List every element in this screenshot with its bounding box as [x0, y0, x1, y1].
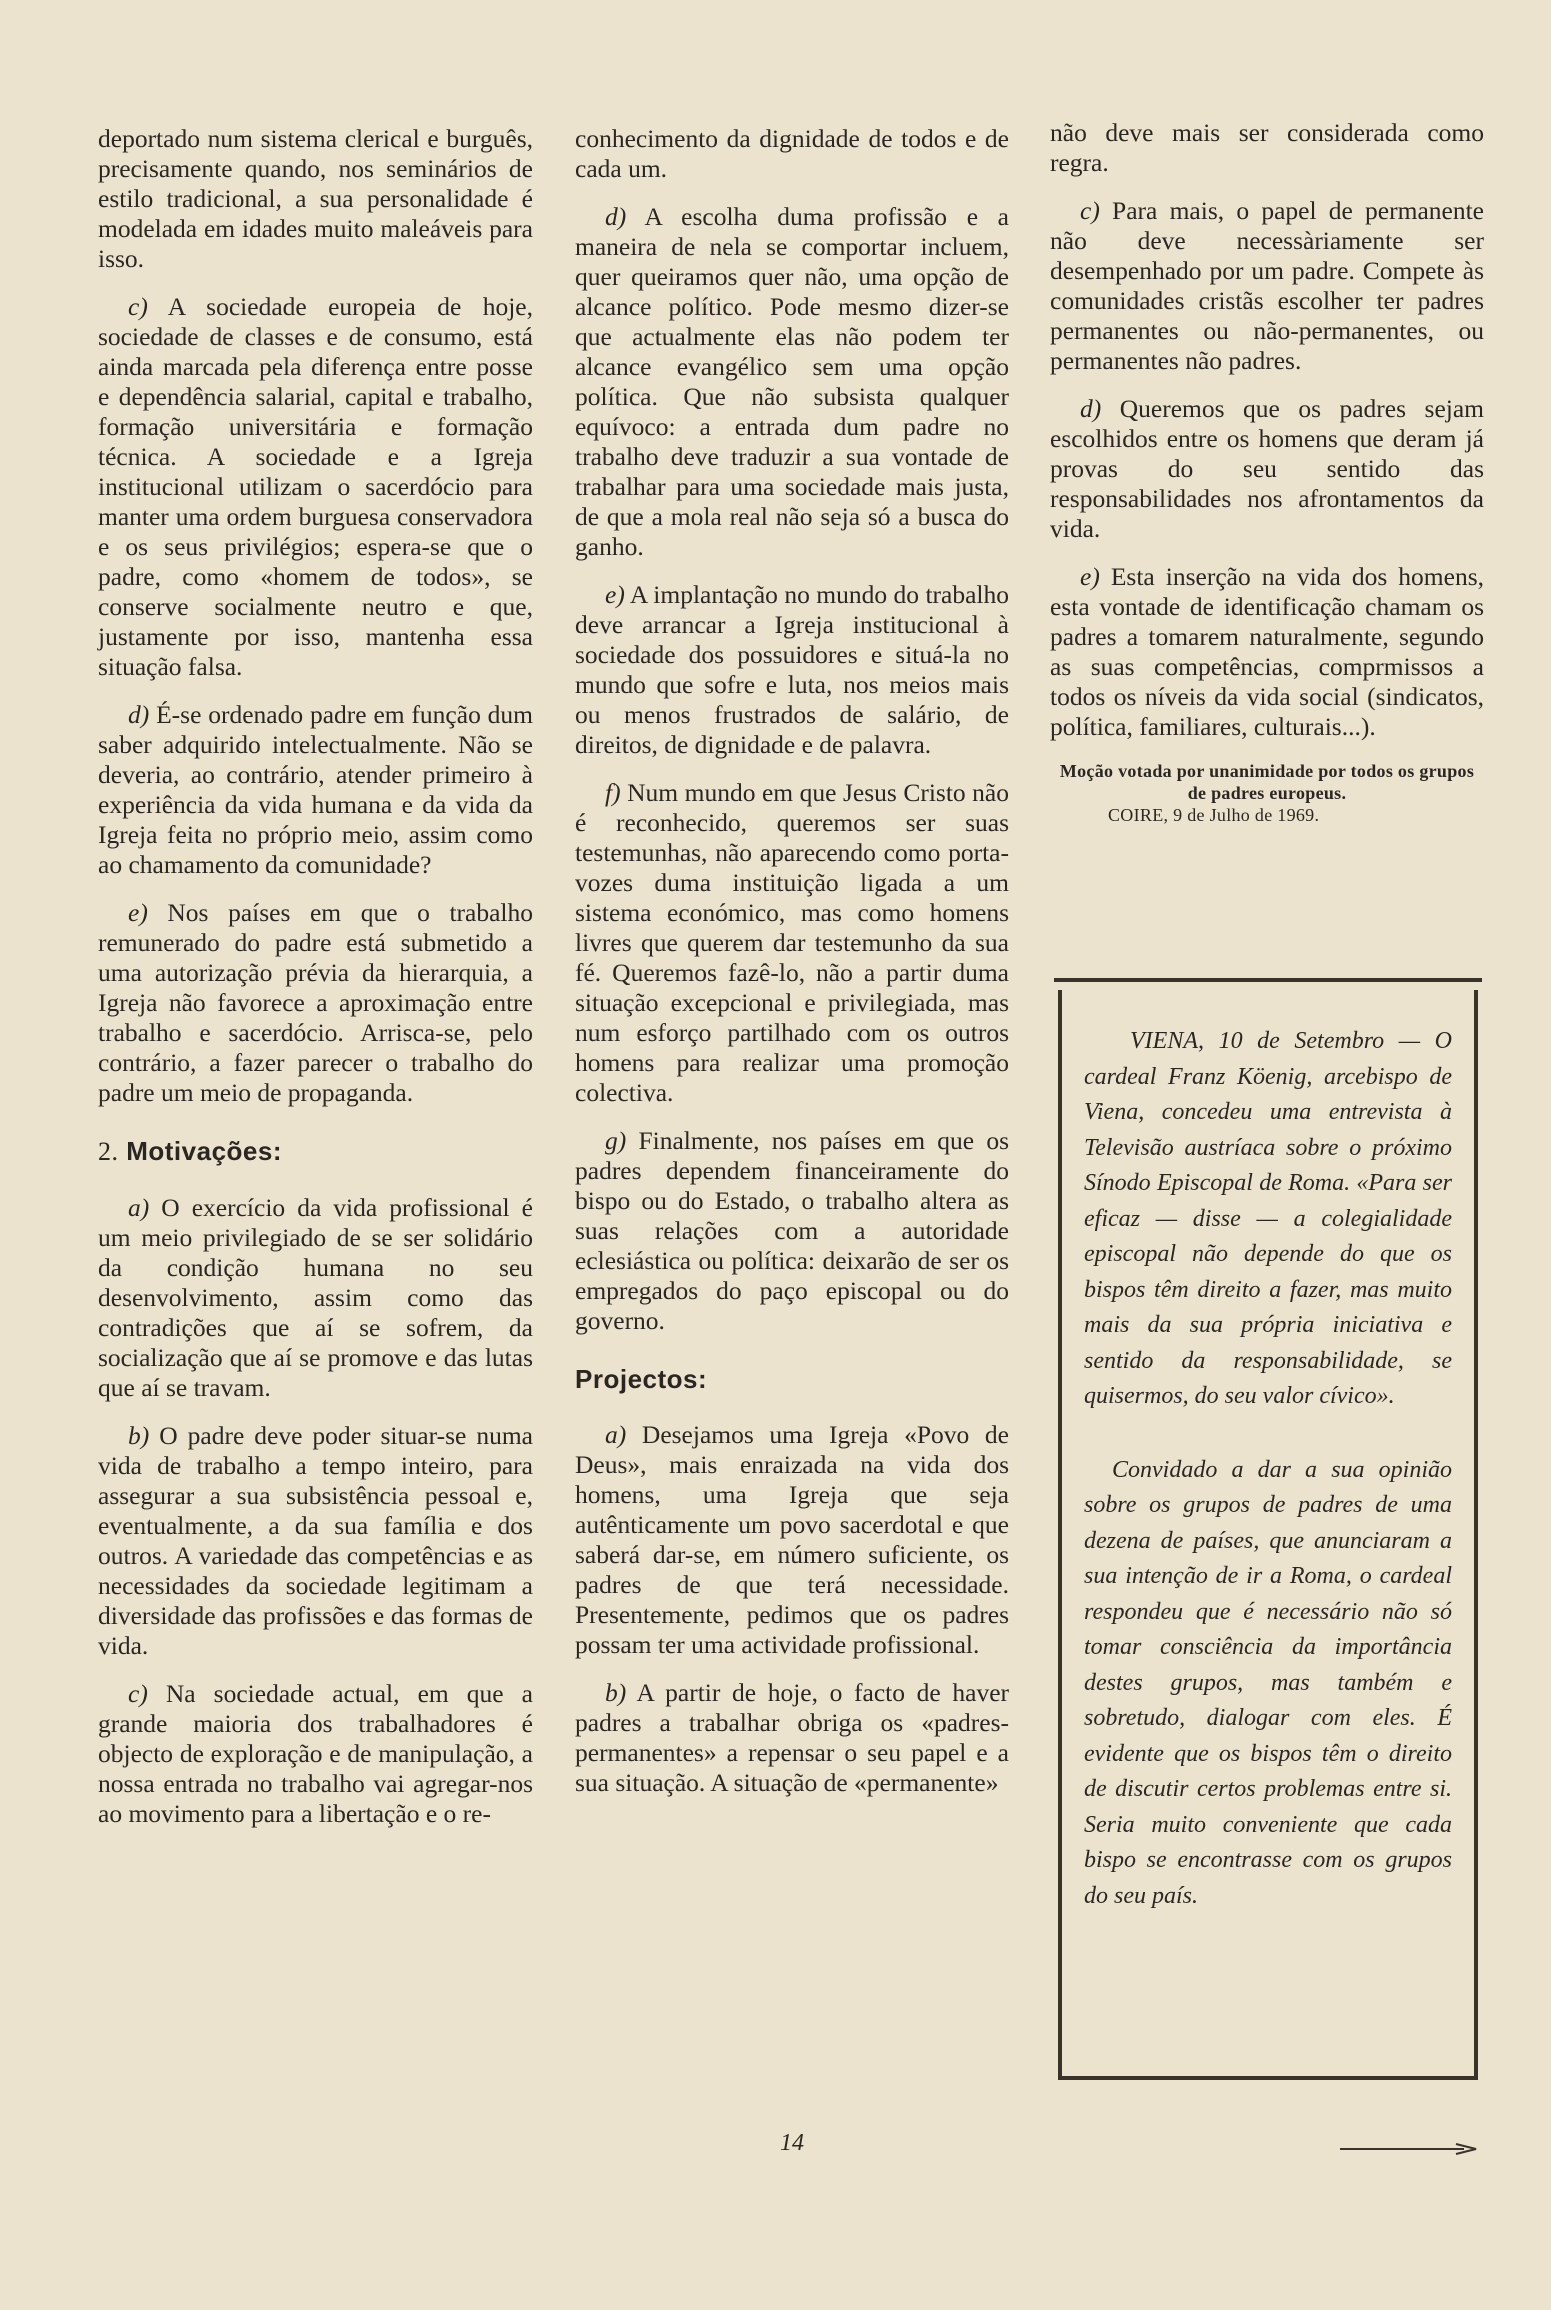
- paragraph-a: [575, 1420, 1009, 1660]
- item-label: c): [1080, 196, 1100, 225]
- paragraph: conhecimento da dignidade de todos e de cada um.: [575, 124, 1009, 183]
- item-label: b): [128, 1421, 150, 1450]
- item-label: g): [605, 1126, 627, 1155]
- paragraph-f: [575, 778, 1009, 1108]
- section-title: Motivações:: [126, 1136, 282, 1166]
- motion-caption: [1050, 760, 1484, 826]
- paragraph-d: [1050, 394, 1484, 544]
- paragraph-text: Esta inserção na vida dos homens, esta vontade de identificação chamam os padres a tomarem naturalmente, segundo as suas competências, comprmissos a todos os níveis da vida social (sindicatos, política, familiares, culturais...).: [1050, 562, 1484, 741]
- item-label: b): [605, 1678, 627, 1707]
- item-label: c): [128, 292, 148, 321]
- paragraph-text: O exercício da vida profissional é um meio privilegiado de se ser solidário da condição humana no seu desenvolvimento, assim como das contradições que aí se sofrem, da socialização que aí se promove e das lutas que aí se travam.: [98, 1193, 533, 1402]
- paragraph-text: Para mais, o papel de permanente não deve necessàriamente ser desempenhado por um padre. Compete às comunidades cristãs escolher ter padres permanentes ou não-permanentes, ou permanentes não padres.: [1050, 196, 1484, 375]
- paragraph-text: A implantação no mundo do trabalho deve arrancar a Igreja institucional à sociedade dos possuidores e situá-la no mundo que sofre e luta, nos meios mais ou menos frustrados de salário, de direitos, de dignidade e de palavra.: [575, 580, 1009, 759]
- paragraph-text: Desejamos uma Igreja «Povo de Deus», mais enraizada na vida dos homens, uma Igreja que seja autênticamente um povo sacerdotal e que saberá dar-se, em número suficiente, os padres de que terá necessidade. Presentemente, pedimos que os padres possam ter uma actividade profissional.: [575, 1420, 1009, 1659]
- item-label: e): [605, 580, 625, 609]
- continue-arrow-icon: [1340, 2143, 1478, 2155]
- caption-text: Moção votada por unanimidade por todos os grupos de padres europeus.: [1059, 761, 1475, 803]
- paragraph-d: [98, 700, 533, 880]
- paragraph-text: O padre deve poder situar-se numa vida de trabalho a tempo inteiro, para assegurar a sua subsistência pessoal e, eventualmente, a da sua família e dos outros. A variedade das competências e as necessidades da sociedade legitimam a diversidade das profissões e das formas de vida.: [98, 1421, 533, 1660]
- paragraph-text: Finalmente, nos países em que os padres dependem financeiramente do bispo ou do Estado, o trabalho altera as suas relações com a autoridade eclesiástica ou política: deixarão de ser os empregados do paço episcopal ou do governo.: [575, 1126, 1009, 1335]
- section-number: 2.: [98, 1137, 119, 1166]
- paragraph-c2: [98, 1679, 533, 1829]
- paragraph: deportado num sistema clerical e burguês, precisamente quando, nos seminários de estilo tradicional, a sua personalidade é modelada em idades muito maleáveis para isso.: [98, 124, 533, 273]
- box-paragraph: Convidado a dar a sua opinião sobre os grupos de padres de uma dezena de países, que anunciaram a sua intenção de ir a Roma, o cardeal respondeu que é necessário não só tomar consciência da importância destes grupos, mas também e sobretudo, dialogar com eles. É evidente que os bispos têm o direito de discutir certos problemas entre si. Seria muito conveniente que cada bispo se encontrasse com os grupos do seu país.: [1084, 1456, 1452, 1909]
- item-label: d): [1080, 394, 1102, 423]
- paragraph-e: [98, 898, 533, 1108]
- item-label: e): [1080, 562, 1100, 591]
- caption-place-date: COIRE, 9 de Julho de 1969.: [1108, 805, 1320, 825]
- article-column-1: [98, 124, 533, 1847]
- item-label: f): [605, 778, 621, 807]
- item-label: d): [605, 202, 627, 231]
- item-label: e): [128, 898, 148, 927]
- section-heading-projectos: Projectos:: [575, 1364, 708, 1394]
- item-label: c): [128, 1679, 148, 1708]
- paragraph-g: [575, 1126, 1009, 1336]
- page-number: 14: [780, 2130, 804, 2156]
- paragraph-text: A partir de hoje, o facto de haver padres a trabalhar obriga os «padres-permanentes» a repensar o seu papel e a sua situação. A situação de «permanente»: [575, 1678, 1009, 1797]
- paragraph-a: [98, 1193, 533, 1403]
- paragraph-e: [1050, 562, 1484, 742]
- paragraph-c: [1050, 196, 1484, 376]
- article-column-2: [575, 124, 1009, 1816]
- section-heading-motivacoes: [98, 1136, 533, 1167]
- paragraph-c: [98, 292, 533, 682]
- paragraph-d: [575, 202, 1009, 562]
- paragraph: não deve mais ser considerada como regra.: [1050, 118, 1484, 177]
- news-box: [1058, 990, 1478, 2080]
- item-label: a): [128, 1193, 150, 1222]
- paragraph-text: É-se ordenado padre em função dum saber adquirido intelectualmente. Não se deveria, ao contrário, atender primeiro à experiência da vida humana e da vida da Igreja feita no próprio meio, assim como ao chamamento da comunidade?: [98, 700, 533, 879]
- paragraph-b: [575, 1678, 1009, 1798]
- paragraph-e: [575, 580, 1009, 760]
- paragraph-text: Nos países em que o trabalho remunerado do padre está submetido a uma autorização prévia da hierarquia, a Igreja não favorece a aproximação entre trabalho e sacerdócio. Arrisca-se, pelo contrário, a fazer parecer o trabalho do padre um meio de propaganda.: [98, 898, 533, 1107]
- paragraph-text: A escolha duma profissão e a maneira de nela se comportar incluem, quer queiramos quer não, uma opção de alcance político. Pode mesmo dizer-se que actualmente elas não podem ter alcance evangélico sem uma opção política. Que não subsista qualquer equívoco: a entrada dum padre no trabalho deve traduzir a sua vontade de trabalhar para uma sociedade mais justa, de que a mola real não seja só a busca do ganho.: [575, 202, 1009, 561]
- paragraph-text: Na sociedade actual, em que a grande maioria dos trabalhadores é objecto de exploração e de manipulação, a nossa entrada no trabalho vai agregar-nos ao movimento para a libertação e o re-: [98, 1679, 533, 1828]
- paragraph-text: A sociedade europeia de hoje, sociedade de classes e de consumo, está ainda marcada pela diferença entre posse e dependência salarial, capital e trabalho, formação universitária e formação técnica. A sociedade e a Igreja institucional utilizam o sacerdócio para manter uma ordem burguesa conservadora e os seus privilégios; espera-se que o padre, como «homem de todos», se conserve socialmente neutro e que, justamente por isso, mantenha essa situação falsa.: [98, 292, 533, 681]
- paragraph-b: [98, 1421, 533, 1661]
- box-top-rule: [1054, 978, 1482, 982]
- paragraph-text: Queremos que os padres sejam escolhidos entre os homens que deram já provas do seu sentido das responsabilidades nos afrontamentos da vida.: [1050, 394, 1484, 543]
- paragraph-text: Num mundo em que Jesus Cristo não é reconhecido, queremos ser suas testemunhas, não aparecendo como porta-vozes duma instituição ligada a um sistema económico, mas como homens livres que querem dar testemunho da sua fé. Queremos fazê-lo, não a partir duma situação excepcional e privilegiada, mas num esforço partilhado com os outros homens para realizar uma promoção colectiva.: [575, 778, 1009, 1107]
- article-column-3: [1050, 118, 1484, 826]
- item-label: a): [605, 1420, 627, 1449]
- item-label: d): [128, 700, 150, 729]
- box-paragraph: VIENA, 10 de Setembro — O cardeal Franz Köenig, arcebispo de Viena, concedeu uma entrevista à Televisão austríaca sobre o próximo Sínodo Episcopal de Roma. «Para ser eficaz — disse — a colegialidade episcopal não depende do que os bispos têm direito a fazer, mas muito mais da sua própria iniciativa e sentido da responsabilidade, se quisermos, do seu valor cívico».: [1084, 1028, 1452, 1409]
